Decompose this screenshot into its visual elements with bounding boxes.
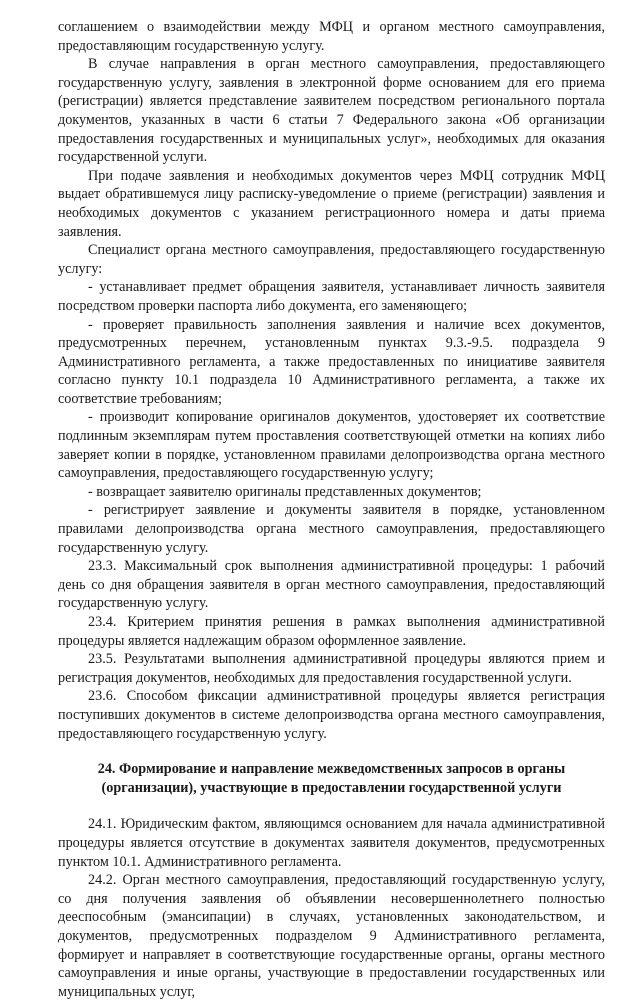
- list-item-copy-originals: - производит копирование оригиналов документов, удостоверяет их соответствие подлинным экземплярам путем проставления соответствующей отметки на копиях либо заверяет копии в порядке, установленном правилами делопроизводства органа местного самоуправления, предоставляющего государственную услугу;: [58, 409, 605, 482]
- paragraph-23-3: 23.3. Максимальный срок выполнения административной процедуры: 1 рабочий день со дня обращения заявителя в орган местного самоуправления, предоставляющий государственную услугу.: [58, 558, 605, 612]
- paragraph-specialist-intro: Специалист органа местного самоуправления, предоставляющего государственную услугу:: [58, 242, 605, 277]
- list-item-identify: - устанавливает предмет обращения заявителя, устанавливает личность заявителя посредством проверки паспорта либо документа, его заменяющего;: [58, 279, 605, 314]
- list-item-check-documents: - проверяет правильность заполнения заявления и наличие всех документов, предусмотренных перечнем, установленным пунктах 9.3.-9.5. подраздела 9 Административного регламента, а также предоставленных по инициативе заявителя согласно пункту 10.1 подраздела 10 Административного регламента, а также их соответствие требованиям;: [58, 316, 605, 407]
- section-heading-24: 24. Формирование и направление межведомственных запросов в органы (организации), участвующие в предоставлении государственной услуги: [97, 761, 566, 796]
- paragraph-23-5: 23.5. Результатами выполнения административной процедуры являются прием и регистрация документов, необходимых для предоставления государственной услуги.: [58, 651, 605, 686]
- paragraph-electronic-form: В случае направления в орган местного самоуправления, предоставляющего государственную услугу, заявления в электронной форме основанием для его приема (регистрации) является представление заявителем посредством регионального портала документов, указанных в части 6 статьи 7 Федерального закона «Об организации предоставления государственных и муниципальных услуг», необходимых для оказания государственной услуги.: [58, 56, 605, 166]
- paragraph-continuation: соглашением о взаимодействии между МФЦ и органом местного самоуправления, предоставляющим государственную услугу.: [58, 19, 605, 54]
- paragraph-mfc-receipt: При подаче заявления и необходимых документов через МФЦ сотрудник МФЦ выдает обратившемуся лицу расписку-уведомление о приеме (регистрации) заявления и необходимых документов с указанием регистрационного номера и даты приема заявления.: [58, 167, 605, 240]
- list-item-register: - регистрирует заявление и документы заявителя в порядке, установленном правилами делопроизводства органа местного самоуправления, предоставляющего государственную услугу.: [58, 502, 605, 556]
- paragraph-23-6: 23.6. Способом фиксации административной процедуры является регистрация поступивших документов в системе делопроизводства органа местного самоуправления, предоставляющего государственную услугу.: [58, 688, 605, 742]
- list-item-return-originals: - возвращает заявителю оригиналы представленных документов;: [88, 483, 482, 500]
- paragraph-23-4: 23.4. Критерием принятия решения в рамках выполнения административной процедуры является надлежащим образом оформленное заявление.: [58, 614, 605, 649]
- paragraph-24-2: 24.2. Орган местного самоуправления, предоставляющий государственную услугу, со дня получения заявления об объявлении несовершеннолетнего полностью дееспособным (эмансипации) в случаях, установленных законодательством, и документов, предусмотренных подразделом 9 Административного регламента, формирует и направляет в соответствующие государственные органы, органы местного самоуправления и иные органы, участвующие в предоставлении государственных или муниципальных услуг,: [58, 872, 605, 1000]
- paragraph-24-1: 24.1. Юридическим фактом, являющимся основанием для начала административной процедуры является отсутствие в документах заявителя документов, предусмотренных пунктом 10.1. Административного регламента.: [58, 816, 605, 870]
